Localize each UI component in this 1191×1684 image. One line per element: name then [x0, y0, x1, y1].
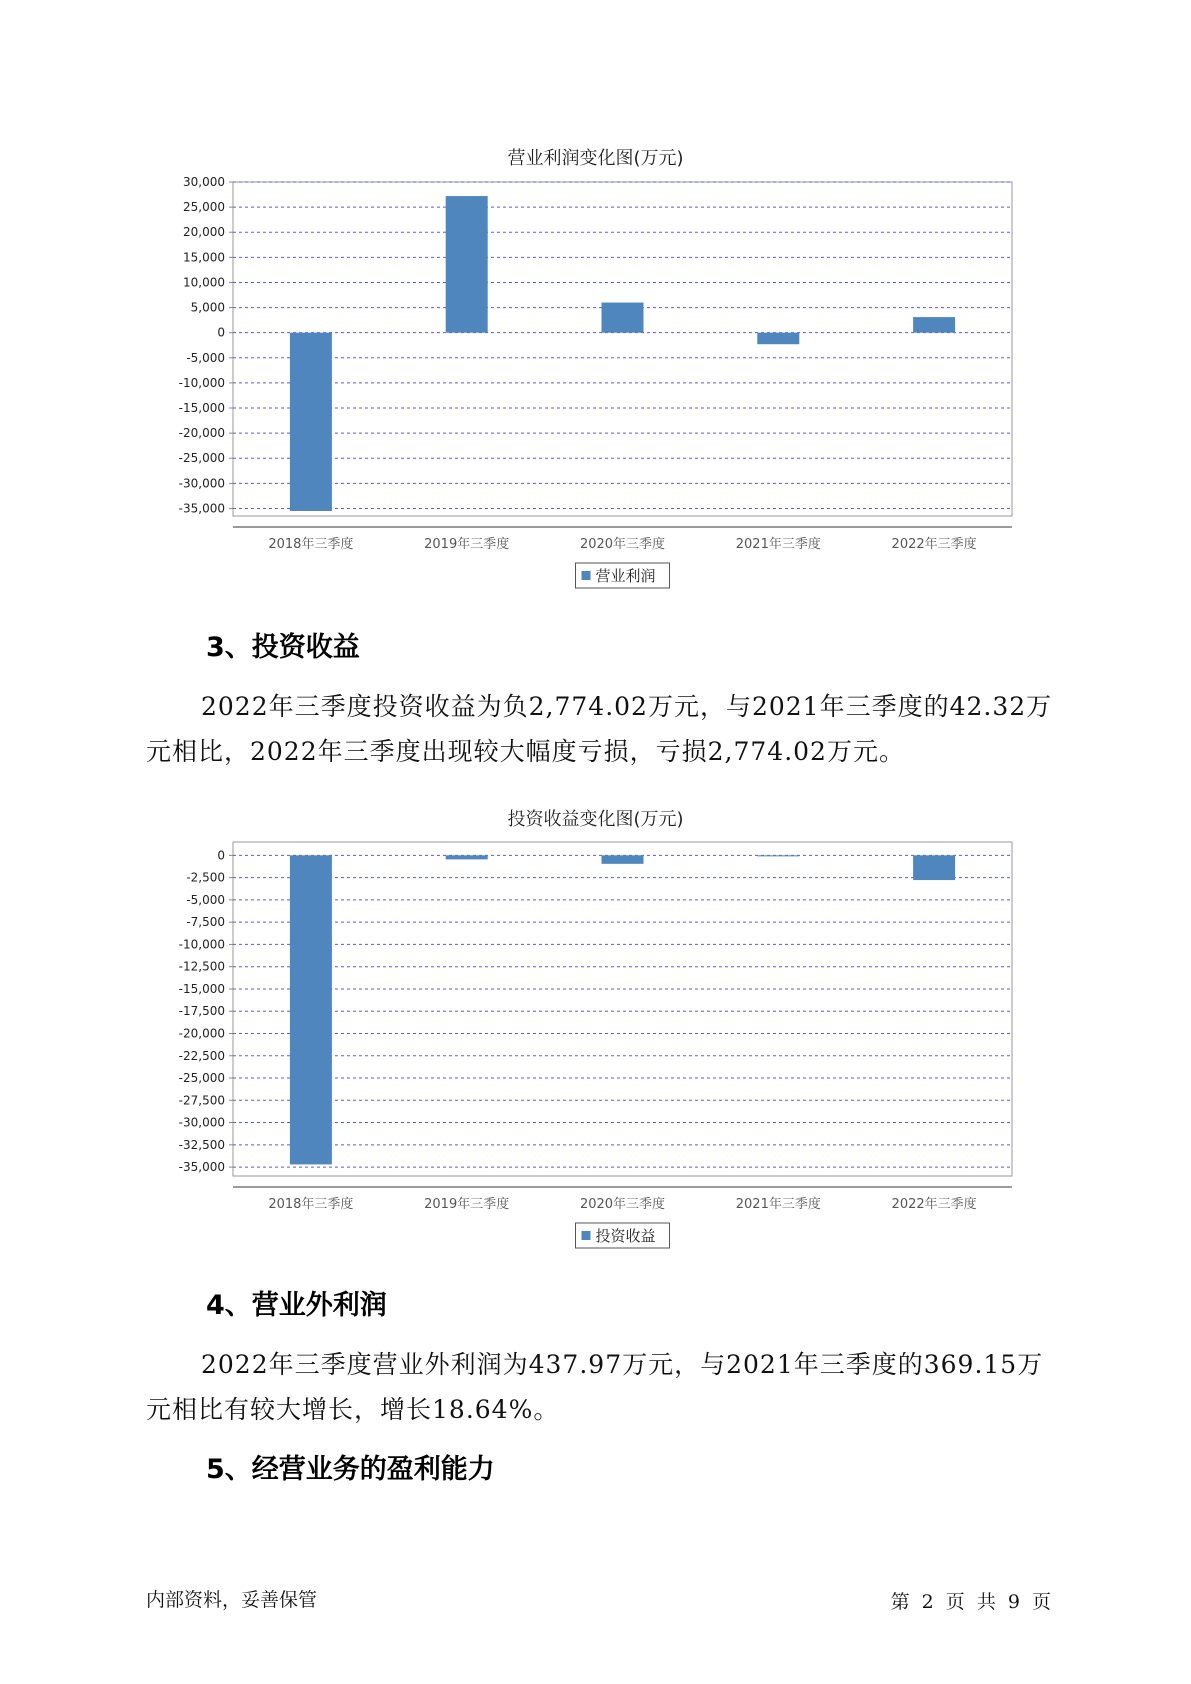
bar: [602, 303, 644, 333]
bar: [757, 855, 799, 856]
y-tick-label: -32,500: [178, 1137, 225, 1152]
y-tick-label: -5,000: [186, 892, 225, 907]
y-tick-label: -22,500: [178, 1048, 225, 1063]
legend-swatch: [582, 571, 591, 580]
x-tick-label: 2019年三季度: [424, 1197, 510, 1212]
x-tick-label: 2019年三季度: [424, 537, 510, 552]
x-tick-label: 2018年三季度: [268, 537, 354, 552]
x-tick-label: 2018年三季度: [268, 1197, 354, 1212]
y-tick-label: 30,000: [183, 175, 225, 189]
operating-profit-chart: [0, 170, 1191, 590]
footer-page-number: 第 2 页 共 9 页: [890, 1591, 1051, 1613]
y-tick-label: -30,000: [178, 476, 225, 491]
y-tick-label: -20,000: [178, 1026, 225, 1041]
paragraph-investment-income: 2022年三季度投资收益为负2,774.02万元，与2021年三季度的42.32万元相比，2022年三季度出现较大幅度亏损，亏损2,774.02万元。: [146, 692, 1053, 766]
y-tick-label: -12,500: [178, 959, 225, 974]
legend-label: 营业利润: [595, 567, 656, 585]
y-tick-label: -15,000: [178, 401, 225, 416]
x-tick-label: 2020年三季度: [579, 1197, 666, 1212]
y-tick-label: -10,000: [178, 937, 225, 952]
x-tick-label: 2021年三季度: [735, 537, 821, 552]
chart-title-operating-profit: 营业利润变化图(万元): [507, 148, 684, 169]
plot-area: [233, 842, 1012, 1176]
y-tick-label: 10,000: [183, 275, 225, 290]
investment-income-chart: [0, 832, 1191, 1252]
x-tick-label: 2022年三季度: [891, 537, 977, 552]
y-tick-label: -30,000: [178, 1115, 225, 1130]
bar: [290, 333, 332, 511]
y-tick-label: 5,000: [190, 300, 225, 315]
chart-title-investment-income: 投资收益变化图(万元): [507, 809, 684, 830]
y-tick-label: 20,000: [183, 225, 225, 240]
y-tick-label: -25,000: [178, 1071, 225, 1086]
y-tick-label: -15,000: [178, 981, 225, 996]
bar: [913, 317, 955, 333]
bar: [602, 855, 644, 863]
y-tick-label: 0: [217, 325, 225, 340]
bar: [446, 196, 488, 333]
footer-confidential-note: 内部资料，妥善保管: [146, 1589, 318, 1611]
heading-investment-income: 3、投资收益: [206, 632, 360, 663]
y-tick-label: -2,500: [186, 870, 225, 885]
bar: [290, 855, 332, 1164]
legend-label: 投资收益: [595, 1227, 656, 1245]
y-tick-label: 15,000: [183, 250, 225, 265]
y-tick-label: 25,000: [183, 200, 225, 215]
paragraph-non-operating-profit: 2022年三季度营业外利润为437.97万元，与2021年三季度的369.15万元相比有较大增长，增长18.64%。: [146, 1350, 1044, 1424]
x-tick-label: 2020年三季度: [579, 537, 666, 552]
y-tick-label: -17,500: [178, 1004, 225, 1019]
y-tick-label: -25,000: [178, 451, 225, 466]
heading-profitability: 5、经营业务的盈利能力: [206, 1454, 495, 1485]
y-tick-label: -35,000: [178, 501, 225, 516]
bar: [446, 855, 488, 859]
y-tick-label: -20,000: [178, 426, 225, 441]
bar: [913, 855, 955, 880]
y-tick-label: -7,500: [186, 915, 225, 930]
y-tick-label: -5,000: [186, 350, 225, 365]
y-tick-label: -10,000: [178, 375, 225, 390]
x-tick-label: 2021年三季度: [735, 1197, 821, 1212]
heading-non-operating-profit: 4、营业外利润: [206, 1290, 387, 1321]
y-tick-label: -35,000: [178, 1160, 225, 1175]
y-tick-label: 0: [217, 848, 225, 863]
x-tick-label: 2022年三季度: [891, 1197, 977, 1212]
y-tick-label: -27,500: [178, 1093, 225, 1108]
legend-swatch: [582, 1231, 591, 1240]
bar: [757, 333, 799, 345]
